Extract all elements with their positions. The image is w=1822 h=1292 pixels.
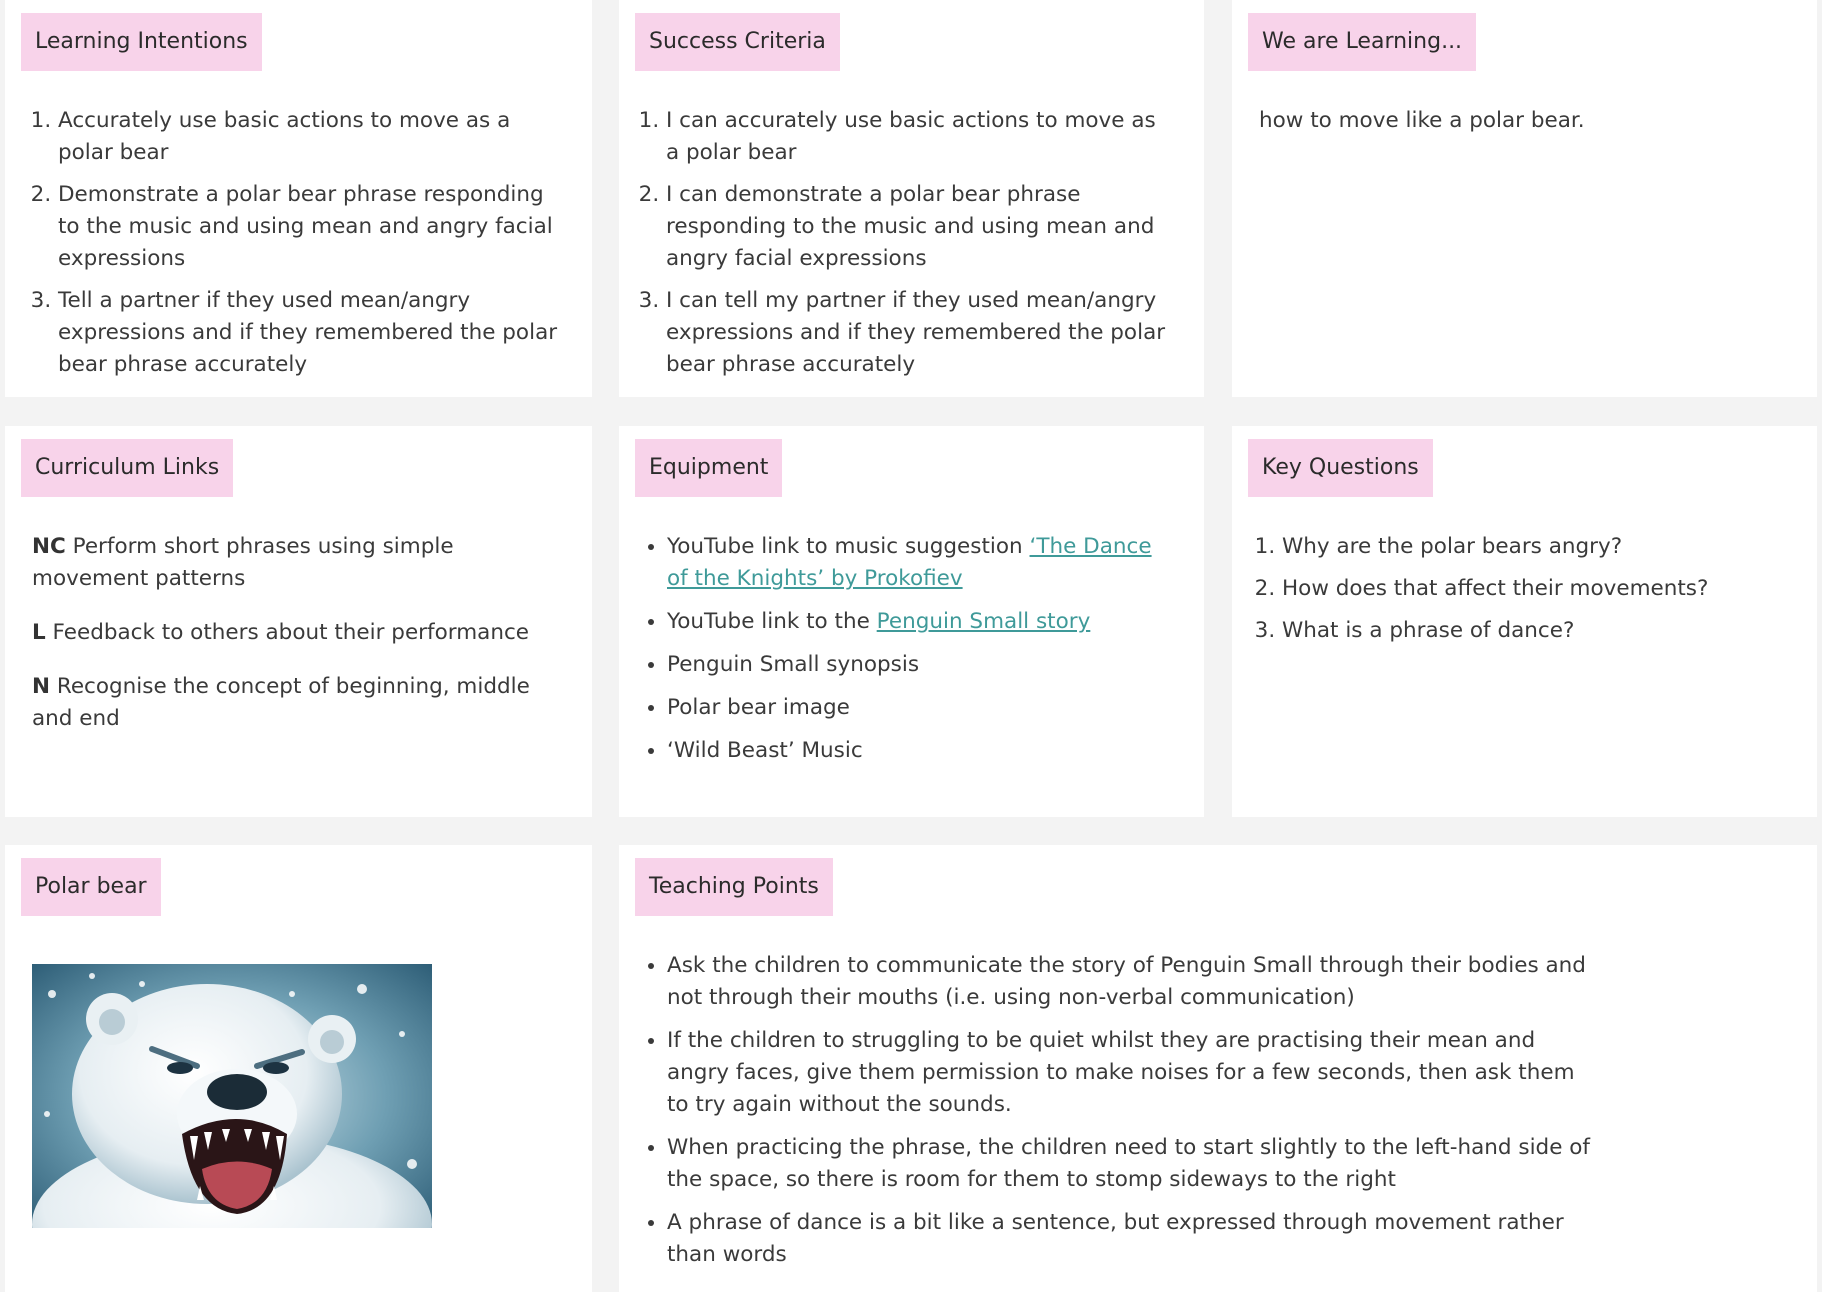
curriculum-links-list [32, 531, 532, 757]
curriculum-link-item [32, 671, 532, 735]
success-criteria-title: Success Criteria [635, 13, 840, 71]
equipment-item-text: YouTube link to music suggestion [667, 534, 1030, 559]
learning-intentions-list [36, 105, 562, 381]
key-questions-list [1260, 531, 1793, 647]
learning-intentions-list-wrap [36, 105, 562, 391]
list-item [667, 606, 1164, 638]
list-item: 3. Tell a partner if they used mean/angry expressions and if they remembered the polar bear phrase accurately [58, 285, 562, 381]
we-are-learning-card [1232, 0, 1817, 397]
curriculum-link-item [32, 531, 532, 595]
success-criteria-list [644, 105, 1174, 381]
list-item: • ‘Wild Beast’ Music [667, 735, 1164, 767]
list-item: • Penguin Small synopsis [667, 649, 1164, 681]
penguin-small-story-link[interactable]: Penguin Small story [876, 609, 1091, 634]
dance-of-the-knights-link[interactable]: ‘The Dance of the Knights’ by Prokofiev [667, 534, 1152, 591]
polar-bear-image [32, 964, 432, 1228]
curriculum-text: Feedback to others about their performance [52, 620, 529, 645]
teaching-points-list [619, 950, 1597, 1271]
curriculum-code: L [32, 620, 46, 645]
polar-bear-title: Polar bear [21, 858, 161, 916]
list-item: • A phrase of dance is a bit like a sentence, but expressed through movement rather than words [667, 1207, 1597, 1271]
list-item: • If the children to struggling to be quiet whilst they are practising their mean and angry faces, give them permission to make noises for a few seconds, then ask them to try again without the sounds. [667, 1025, 1597, 1121]
list-item: 3. What is a phrase of dance? [1282, 615, 1793, 647]
learning-intentions-title: Learning Intentions [21, 13, 262, 71]
we-are-learning-title: We are Learning... [1248, 13, 1476, 71]
list-item: 1. Why are the polar bears angry? [1282, 531, 1793, 563]
we-are-learning-text: how to move like a polar bear. [1259, 108, 1585, 133]
list-item: • Ask the children to communicate the story of Penguin Small through their bodies and not through their mouths (i.e. using non-verbal communication) [667, 950, 1597, 1014]
list-item: 2. How does that affect their movements? [1282, 573, 1793, 605]
success-criteria-card [619, 0, 1204, 397]
key-questions-title: Key Questions [1248, 439, 1433, 497]
success-criteria-list-wrap [644, 105, 1174, 391]
teaching-points-card [619, 845, 1817, 1292]
equipment-list-wrap [619, 531, 1164, 778]
list-item: 1. I can accurately use basic actions to move as a polar bear [666, 105, 1174, 169]
list-item: 2. I can demonstrate a polar bear phrase responding to the music and using mean and angry facial expressions [666, 179, 1174, 275]
equipment-list [619, 531, 1164, 767]
key-questions-list-wrap [1260, 531, 1793, 657]
equipment-title: Equipment [635, 439, 782, 497]
list-item: • Polar bear image [667, 692, 1164, 724]
list-item [667, 531, 1164, 595]
equipment-item-text: YouTube link to the [667, 609, 877, 634]
curriculum-code: N [32, 674, 50, 699]
equipment-card [619, 426, 1204, 817]
teaching-points-list-wrap [619, 950, 1597, 1282]
curriculum-links-title: Curriculum Links [21, 439, 233, 497]
curriculum-text: Recognise the concept of beginning, middle and end [32, 674, 530, 731]
teaching-points-title: Teaching Points [635, 858, 833, 916]
curriculum-links-card [5, 426, 592, 817]
curriculum-text: Perform short phrases using simple movement patterns [32, 534, 454, 591]
list-item: 1. Accurately use basic actions to move as a polar bear [58, 105, 562, 169]
key-questions-card [1232, 426, 1817, 817]
curriculum-code: NC [32, 534, 66, 559]
curriculum-link-item [32, 617, 532, 649]
learning-intentions-card [5, 0, 592, 397]
list-item: 3. I can tell my partner if they used mean/angry expressions and if they remembered the polar bear phrase accurately [666, 285, 1174, 381]
list-item: • When practicing the phrase, the children need to start slightly to the left-hand side of the space, so there is room for them to stomp sideways to the right [667, 1132, 1597, 1196]
list-item: 2. Demonstrate a polar bear phrase responding to the music and using mean and angry facial expressions [58, 179, 562, 275]
